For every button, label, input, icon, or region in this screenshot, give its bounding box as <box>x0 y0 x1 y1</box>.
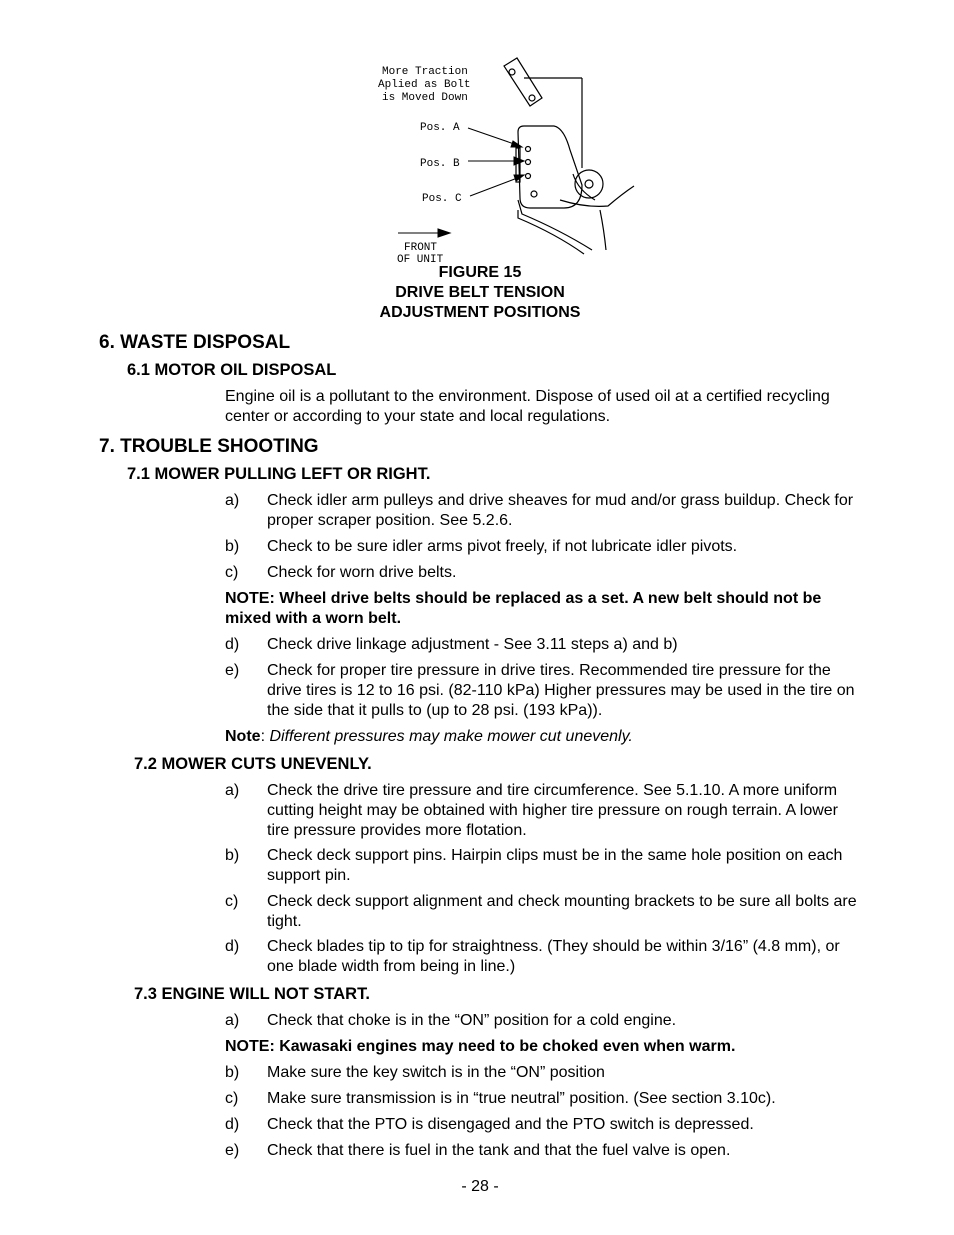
item-text: Check the drive tire pressure and tire circumference. See 5.1.10. A more uniform cutting height may be obtained with higher tire pressure on rough terrain. A lower tire pressure provides more flotation. <box>267 782 838 839</box>
pos-b-label: Pos. B <box>420 158 460 170</box>
item-text: Check deck support pins. Hairpin clips must be in the same hole position on each support pin. <box>267 847 843 884</box>
section-7-1-heading: 7.1 MOWER PULLING LEFT OR RIGHT. <box>127 465 431 483</box>
item-text: Make sure transmission is in “true neutral” position. (See section 3.10c). <box>267 1090 776 1107</box>
item-label: d) <box>225 1116 240 1133</box>
item-text: Check idler arm pulleys and drive sheaves for mud and/or grass buildup. Check for proper scraper position. See 5.2.6. <box>267 492 854 529</box>
item-text: Check blades tip to tip for straightness. (They should be within 3/16” (4.8 mm), or one blade width from being in line.) <box>267 938 840 975</box>
callout-line-3: is Moved Down <box>382 92 468 104</box>
of-unit-label: OF UNIT <box>397 254 444 265</box>
item-text: Check that the PTO is disengaged and the PTO switch is depressed. <box>267 1116 754 1133</box>
item-label: e) <box>225 1142 240 1159</box>
item-label: c) <box>225 893 239 910</box>
figure-caption-2: DRIVE BELT TENSION <box>395 284 565 301</box>
s71-belt-note: NOTE: Wheel drive belts should be replaced as a set. A new belt should not be mixed with a worn belt. <box>225 590 822 627</box>
item-text: Check to be sure idler arms pivot freely, if not lubricate idler pivots. <box>267 538 738 555</box>
item-label: b) <box>225 847 240 864</box>
note-text: Different pressures may make mower cut unevenly. <box>269 728 633 745</box>
item-label: b) <box>225 1064 240 1081</box>
pos-a-label: Pos. A <box>420 122 460 134</box>
figure-caption-1: FIGURE 15 <box>438 264 522 281</box>
item-text: Check that there is fuel in the tank and that the fuel valve is open. <box>267 1142 731 1159</box>
item-text: Check deck support alignment and check mounting brackets to be sure all bolts are tight. <box>267 893 857 930</box>
item-label: e) <box>225 662 240 679</box>
section-7-3-heading: 7.3 ENGINE WILL NOT START. <box>134 985 370 1003</box>
figure-caption-3: ADJUSTMENT POSITIONS <box>379 304 581 321</box>
item-label: a) <box>225 1012 240 1029</box>
pos-c-label: Pos. C <box>422 193 462 205</box>
section-6-1-heading: 6.1 MOTOR OIL DISPOSAL <box>127 361 337 379</box>
s73-choke-note: NOTE: Kawasaki engines may need to be choked even when warm. <box>225 1038 736 1055</box>
item-label: a) <box>225 782 240 799</box>
drive-belt-tension-diagram <box>360 50 660 265</box>
note-colon: : <box>260 728 270 745</box>
callout-line-2: Aplied as Bolt <box>378 79 471 91</box>
s71-pressure-note <box>225 727 633 747</box>
item-text: Make sure the key switch is in the “ON” position <box>267 1064 605 1081</box>
item-label: d) <box>225 636 240 653</box>
section-7-heading: 7. TROUBLE SHOOTING <box>99 436 319 457</box>
callout-line-1: More Traction <box>382 66 468 78</box>
item-label: b) <box>225 538 240 555</box>
item-label: c) <box>225 564 239 581</box>
page-number: - 28 - <box>461 1178 499 1195</box>
item-text: Check drive linkage adjustment - See 3.11 steps a) and b) <box>267 636 678 653</box>
section-6-heading: 6. WASTE DISPOSAL <box>99 332 291 353</box>
item-label: d) <box>225 938 240 955</box>
front-label: FRONT <box>404 242 438 254</box>
item-text: Check that choke is in the “ON” position for a cold engine. <box>267 1012 677 1029</box>
note-label: Note <box>225 728 261 745</box>
item-text: Check for proper tire pressure in drive tires. Recommended tire pressure for the drive tires is 12 to 16 psi. (82-110 kPa) Higher pressures may be used in the tire on the side that it pulls to (up to 28 psi. (193 kPa)). <box>267 662 855 719</box>
section-7-2-heading: 7.2 MOWER CUTS UNEVENLY. <box>134 755 372 773</box>
item-label: a) <box>225 492 240 509</box>
section-6-1-text: Engine oil is a pollutant to the environment. Dispose of used oil at a certified recycling center or according to your state and local regulations. <box>225 388 830 425</box>
item-label: c) <box>225 1090 239 1107</box>
item-text: Check for worn drive belts. <box>267 564 457 581</box>
figure-15-drawing <box>360 50 660 265</box>
